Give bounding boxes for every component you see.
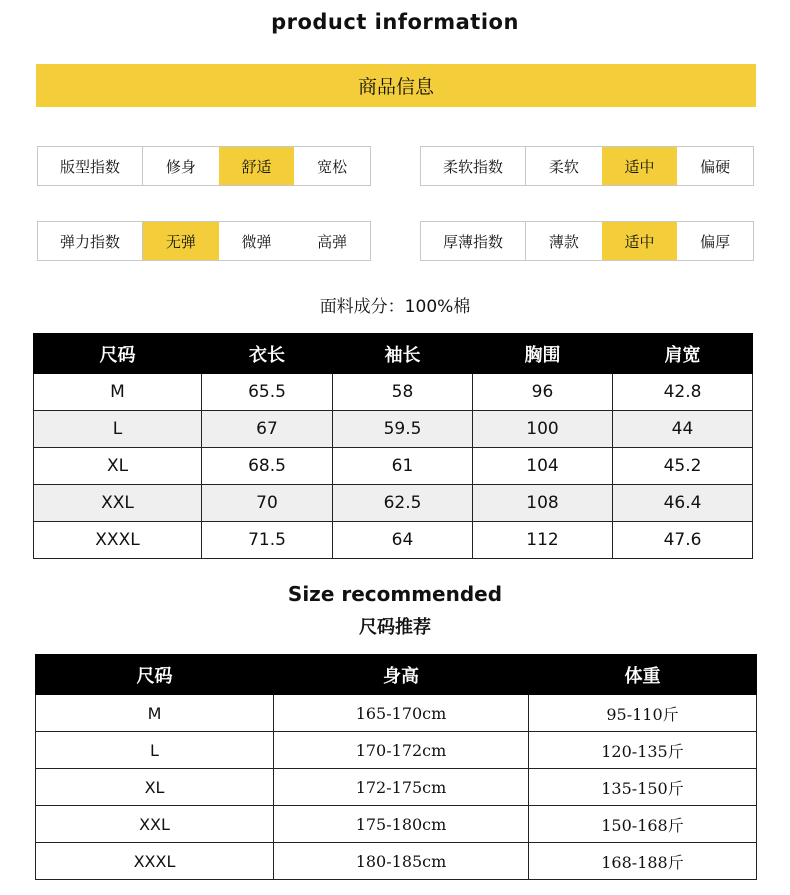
size-chart-header bbox=[34, 334, 753, 374]
table-row bbox=[34, 374, 753, 411]
header-length: 衣长 bbox=[202, 334, 333, 374]
cell-sleeve: 62.5 bbox=[333, 485, 473, 522]
table-row bbox=[34, 485, 753, 522]
cell-chest: 104 bbox=[473, 448, 613, 485]
cell-weight: 168-188斤 bbox=[529, 843, 757, 880]
softness-option-hard: 偏硬 bbox=[700, 157, 731, 176]
table-row bbox=[36, 806, 757, 843]
cell-weight: 95-110斤 bbox=[529, 695, 757, 732]
table-row bbox=[36, 769, 757, 806]
cell-height: 180-185cm bbox=[274, 843, 529, 880]
thickness-index bbox=[420, 221, 754, 261]
cell-size: XXXL bbox=[36, 843, 274, 880]
fit-option-loose: 宽松 bbox=[317, 157, 348, 176]
cell-weight: 135-150斤 bbox=[529, 769, 757, 806]
cell-height: 175-180cm bbox=[274, 806, 529, 843]
fit-option-slim: 修身 bbox=[165, 157, 196, 176]
cell-height: 172-175cm bbox=[274, 769, 529, 806]
thickness-option-medium: 适中 bbox=[602, 222, 678, 260]
softness-index-label: 柔软指数 bbox=[421, 147, 526, 185]
cell-size: XL bbox=[36, 769, 274, 806]
cell-length: 65.5 bbox=[202, 374, 333, 411]
softness-index bbox=[420, 146, 754, 186]
cell-sleeve: 61 bbox=[333, 448, 473, 485]
header-sleeve: 袖长 bbox=[333, 334, 473, 374]
fit-index-label: 版型指数 bbox=[38, 147, 143, 185]
elasticity-option-high: 高弹 bbox=[317, 232, 348, 251]
cell-size: L bbox=[34, 411, 202, 448]
cell-shoulder: 45.2 bbox=[613, 448, 753, 485]
size-chart-table bbox=[33, 333, 753, 559]
cell-shoulder: 47.6 bbox=[613, 522, 753, 559]
cell-sleeve: 59.5 bbox=[333, 411, 473, 448]
cell-size: L bbox=[36, 732, 274, 769]
header-chest: 胸围 bbox=[473, 334, 613, 374]
size-recommend-table bbox=[35, 654, 757, 880]
cell-length: 70 bbox=[202, 485, 333, 522]
table-row bbox=[36, 695, 757, 732]
header-size: 尺码 bbox=[34, 334, 202, 374]
cell-shoulder: 42.8 bbox=[613, 374, 753, 411]
size-recommended-subtitle: 尺码推荐 bbox=[359, 617, 431, 638]
cell-chest: 96 bbox=[473, 374, 613, 411]
table-row bbox=[34, 411, 753, 448]
softness-option-medium: 适中 bbox=[602, 147, 678, 185]
cell-size: XXL bbox=[34, 485, 202, 522]
fit-option-comfort: 舒适 bbox=[219, 147, 295, 185]
header-height: 身高 bbox=[274, 655, 529, 695]
elasticity-option-none: 无弹 bbox=[143, 222, 219, 260]
cell-size: XXXL bbox=[34, 522, 202, 559]
cell-chest: 108 bbox=[473, 485, 613, 522]
cell-size: M bbox=[36, 695, 274, 732]
cell-sleeve: 58 bbox=[333, 374, 473, 411]
product-info-title: product information bbox=[271, 10, 519, 34]
cell-sleeve: 64 bbox=[333, 522, 473, 559]
header-shoulder: 肩宽 bbox=[613, 334, 753, 374]
header-size: 尺码 bbox=[36, 655, 274, 695]
material-composition: 面料成分：100%棉 bbox=[319, 297, 471, 317]
cell-shoulder: 44 bbox=[613, 411, 753, 448]
table-row bbox=[36, 732, 757, 769]
cell-length: 67 bbox=[202, 411, 333, 448]
elasticity-index bbox=[37, 221, 371, 261]
product-info-banner: 商品信息 bbox=[36, 64, 756, 107]
cell-size: XL bbox=[34, 448, 202, 485]
cell-height: 170-172cm bbox=[274, 732, 529, 769]
cell-weight: 150-168斤 bbox=[529, 806, 757, 843]
table-row bbox=[34, 448, 753, 485]
cell-height: 165-170cm bbox=[274, 695, 529, 732]
fit-index bbox=[37, 146, 371, 186]
cell-chest: 112 bbox=[473, 522, 613, 559]
recommend-header bbox=[36, 655, 757, 695]
table-row bbox=[34, 522, 753, 559]
thickness-index-label: 厚薄指数 bbox=[421, 222, 526, 260]
cell-length: 68.5 bbox=[202, 448, 333, 485]
cell-weight: 120-135斤 bbox=[529, 732, 757, 769]
cell-chest: 100 bbox=[473, 411, 613, 448]
cell-size: XXL bbox=[36, 806, 274, 843]
thickness-option-thin: 薄款 bbox=[548, 232, 579, 251]
cell-shoulder: 46.4 bbox=[613, 485, 753, 522]
softness-option-soft: 柔软 bbox=[548, 157, 579, 176]
size-recommended-title: Size recommended bbox=[287, 582, 503, 606]
table-row bbox=[36, 843, 757, 880]
cell-length: 71.5 bbox=[202, 522, 333, 559]
cell-size: M bbox=[34, 374, 202, 411]
elasticity-option-slight: 微弹 bbox=[241, 232, 272, 251]
elasticity-index-label: 弹力指数 bbox=[38, 222, 143, 260]
header-weight: 体重 bbox=[529, 655, 757, 695]
thickness-option-thick: 偏厚 bbox=[700, 232, 731, 251]
